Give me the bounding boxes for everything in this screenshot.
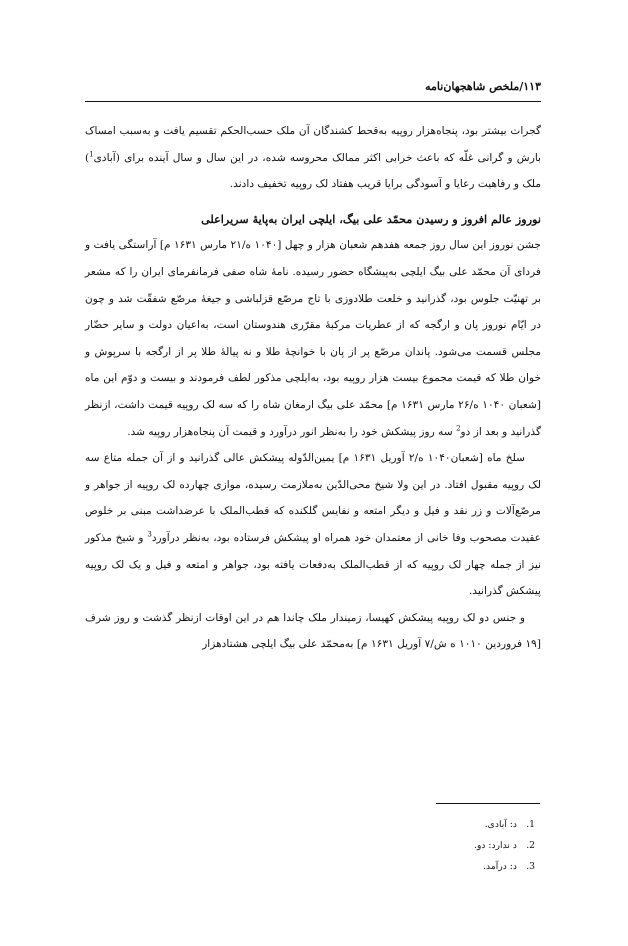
- main-text: [85, 118, 541, 658]
- section-heading: نوروز عالم افروز و رسیدن محمّد علی بیگ، ایلچی ایران به‌پایهٔ سریراعلی: [201, 211, 541, 226]
- footnote-text: د ندارد: دو.: [474, 840, 517, 851]
- running-header-title: ۱۱۳/ملخص شاهجهان‌نامه: [425, 80, 541, 93]
- paragraph-1: [85, 118, 541, 198]
- footnote-2: [85, 835, 541, 856]
- header-rule: [85, 101, 541, 102]
- footnote-number: 2.: [526, 840, 535, 851]
- paragraph-1-text: گجرات بیشتر بود، پنجاه‌هزار روپیه به‌قحط کشندگان آن ملک حسب‌الحکم تقسیم یافت و به‌سبب امساک بارش و گرانی غلّه که باعث خرابی اکثر ممالک محروسه شده، در این سال و سال آینده برای (آبادی: [85, 125, 541, 164]
- paragraph-3-tail: و شیخ مذکور نیز از جمله چهار لک روپیه که از قطب‌الملک به‌دفعات یافته بود، جواهر و امتعه و فیل و یک لک روپیه پیشکش گذرانید.: [85, 531, 541, 598]
- footnote-3: [85, 856, 541, 877]
- section-gap: [85, 198, 541, 206]
- footnote-ref-3: 3: [147, 530, 152, 539]
- footnote-ref-1: 1: [89, 150, 94, 159]
- paragraph-4: و جنس دو لک روپیه پیشکش کهیسا، زمیندار ملک چاندا هم در این اوقات ازنظر گذشت و روز شرف [۱۹ فروردین ۱۰۱۰ ه ش/۷ آوریل ۱۶۳۱ م] به‌محمّد علی بیگ ایلچی هشتادهزار: [85, 611, 541, 651]
- footnote-text: د: آبادی.: [484, 819, 517, 830]
- footnote-ref-2: 2: [456, 424, 461, 432]
- footnote-rule: [436, 803, 540, 804]
- footnotes: [85, 814, 541, 877]
- footnote-number: 1.: [526, 819, 535, 830]
- footnote-number: 3.: [526, 861, 535, 872]
- running-header: [85, 80, 541, 100]
- paragraph-2-tail: سه روز پیشکش خود را به‌نظر انور درآورد و قیمت آن پنجاه‌هزار روپیه شد.: [127, 425, 457, 438]
- paragraph-2-text: جشن نوروز این سال روز جمعه هفدهم شعبان هزار و چهل [۱۰۴۰ ه/۲۱ مارس ۱۶۳۱ م] آراستگی یافت و فردای آن محمّد علی بیگ ایلچی به‌پیشگاه حضور رسیده. نامهٔ شاه صفی فرمانفرمای ایران را که مشعر بر تهنیّت جلوس بود، گذرانید و خلعت طلادوزی با تاج مرصّع قزلباشی و جیغهٔ مرصّع شفقّت شد و چون در ایّام نوروز پان و ارگجه که از عطریات مرکبهٔ مقرّری هندوستان است، به‌اعیان دولت و سایر حضّار مجلس قسمت می‌شود. پاندان مرصّع پر از پان با خوانچهٔ طلا و نه پیالهٔ طلا پر از ارگجه با سرپوش و خوان طلا که قیمت مجموع بیست هزار روپیه بود، به‌ایلچی مذکور لطف فرمودند و بیست و دوّم این ماه [شعبان ۱۰۴۰ ه/۲۶ مارس ۱۶۳۱ م] محمّد علی بیگ ارمغان شاه را که سه لک روپیه قیمت داشت، ازنظر گذرانید و بعد از دو: [85, 239, 541, 438]
- paragraph-2: [85, 232, 541, 445]
- footnote-text: د: درآمد.: [483, 861, 517, 872]
- footnote-1: [85, 814, 541, 835]
- paragraph-3-text: سلخ ماه [شعبان۱۰۴۰ ه/۲ آوریل ۱۶۳۱ م] یمین‌الدّوله پیشکش عالی گذرانید و از آن جمله متاع سه لک روپیه مقبول افتاد. در این ولا شیخ محی‌الدّین به‌ملازمت رسیده، موازی چهارده لک روپیه از جواهر و مرصّع‌آلات و زر نقد و فیل و دیگر امتعه و نفایس گلکنده که قطب‌الملک با عرضداشت مبنی بر خلوص عقیدت مصحوب وفا خانی از معتمدان خود همراه او پیشکش فرستاده بود، به‌نظر درآورد: [85, 452, 542, 544]
- paragraph-3: [85, 445, 541, 605]
- paragraph-1-tail: ) ملک و رفاهیت رعایا و آسودگی برایا قریب هفتاد لک روپیه تخفیف دادند.: [85, 151, 541, 191]
